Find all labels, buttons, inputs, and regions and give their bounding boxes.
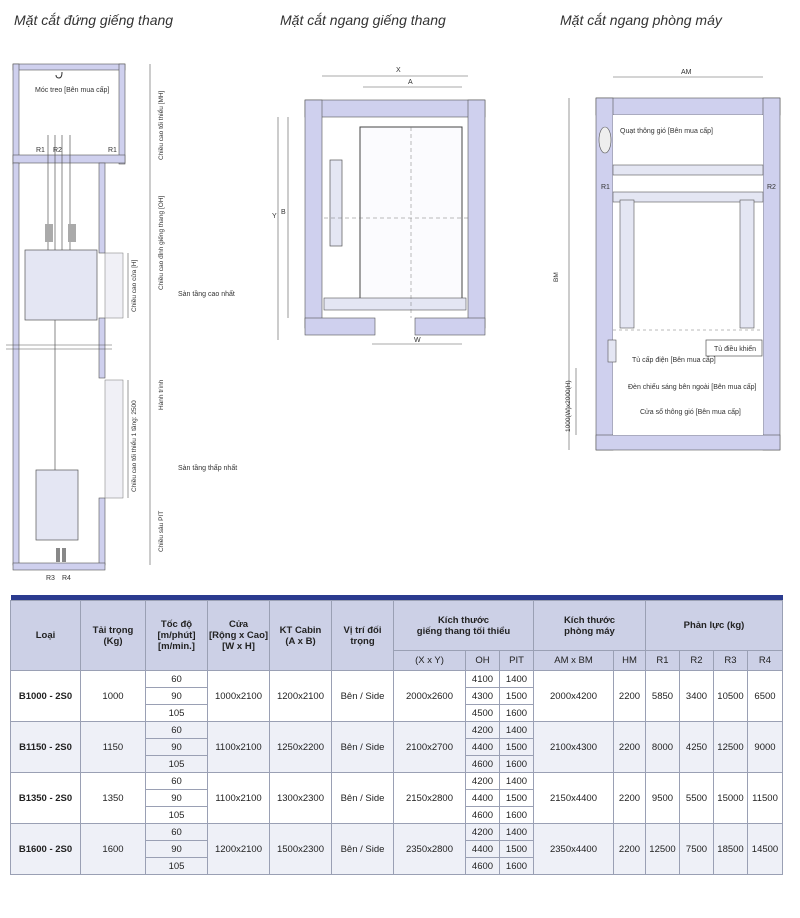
shaft-section-title: Mặt cắt ngang giếng thang — [280, 12, 446, 28]
machine-room-size-cell: 2000x4200 — [534, 671, 614, 722]
y-dim-label: Y — [272, 213, 277, 220]
speed-cell: 105 — [146, 756, 208, 773]
counterweight-cell: Bên / Side — [332, 773, 394, 824]
speed-cell: 60 — [146, 722, 208, 739]
speed-cell: 90 — [146, 739, 208, 756]
header-r4: R4 — [748, 651, 783, 671]
pit-cell: 1500 — [500, 739, 534, 756]
shaft-cabin — [360, 127, 462, 305]
r4-cell: 11500 — [748, 773, 783, 824]
r3-cell: 10500 — [714, 671, 748, 722]
load-cell: 1600 — [81, 824, 146, 875]
model-cell: B1350 - 2S0 — [11, 773, 81, 824]
pit-cell: 1400 — [500, 824, 534, 841]
door-cell: 1100x2100 — [208, 722, 270, 773]
header-reactions: Phản lực (kg) — [646, 601, 783, 651]
cabin — [25, 250, 97, 320]
vertical-section-title: Mặt cắt đứng giếng thang — [14, 12, 174, 28]
door-cell: 1100x2100 — [208, 773, 270, 824]
oh-cell: 4600 — [466, 807, 500, 824]
load-cell: 1150 — [81, 722, 146, 773]
pit-cell: 1600 — [500, 705, 534, 722]
speed-cell: 60 — [146, 824, 208, 841]
shaft-section-diagram — [270, 55, 510, 355]
pit-cell: 1400 — [500, 773, 534, 790]
top-floor-label: Sàn tầng cao nhất — [178, 291, 235, 298]
speed-cell: 90 — [146, 790, 208, 807]
am-dim-label: AM — [681, 69, 692, 76]
pit-label: Chiều sâu PIT — [158, 510, 165, 552]
r1-cell: 5850 — [646, 671, 680, 722]
table-row — [11, 671, 783, 688]
pit-cell: 1400 — [500, 722, 534, 739]
header-speed: Tốc độ [m/phút] [m/min.] — [146, 601, 208, 671]
shaft-size-cell: 2000x2600 — [394, 671, 466, 722]
hm-cell: 2200 — [614, 722, 646, 773]
machine-room-diagram — [545, 55, 790, 455]
r3-cell: 18500 — [714, 824, 748, 875]
header-r2: R2 — [680, 651, 714, 671]
table-body — [11, 671, 783, 875]
load-cell: 1350 — [81, 773, 146, 824]
r1-right-label: R1 — [108, 147, 117, 154]
elec-cabinet-label: Tủ cấp điện [Bên mua cấp] — [632, 357, 716, 364]
header-ambm: AM x BM — [534, 651, 614, 671]
cabin-cell: 1300x2300 — [270, 773, 332, 824]
pit-cell: 1600 — [500, 756, 534, 773]
header-door: Cửa [Rộng x Cao] [W x H] — [208, 601, 270, 671]
min-floor-height-label: Chiều cao tối thiểu 1 tầng: 2500 — [131, 400, 138, 492]
machine-room-title: Mặt cắt ngang phòng máy — [560, 12, 722, 28]
speed-cell: 105 — [146, 705, 208, 722]
bm-dim-label: BM — [553, 272, 560, 282]
speed-cell: 60 — [146, 671, 208, 688]
oh-cell: 4300 — [466, 688, 500, 705]
w-dim-label: W — [414, 337, 421, 344]
r2-cell: 3400 — [680, 671, 714, 722]
header-pit: PIT — [500, 651, 534, 671]
control-cabinet-label: Tủ điều khiển — [714, 346, 757, 353]
r2-machine-label: R2 — [767, 184, 776, 191]
table-row — [11, 773, 783, 790]
table-row — [11, 824, 783, 841]
header-type: Loại — [11, 601, 81, 671]
door-cell: 1200x2100 — [208, 824, 270, 875]
header-r3: R3 — [714, 651, 748, 671]
table-row — [11, 722, 783, 739]
door-cell: 1000x2100 — [208, 671, 270, 722]
r3-cell: 15000 — [714, 773, 748, 824]
header-oh: OH — [466, 651, 500, 671]
r2-cell: 4250 — [680, 722, 714, 773]
outdoor-light-label: Đèn chiếu sáng bên ngoài [Bên mua cấp] — [628, 384, 757, 391]
header-r1: R1 — [646, 651, 680, 671]
model-cell: B1000 - 2S0 — [11, 671, 81, 722]
oh-cell: 4400 — [466, 739, 500, 756]
pit-cell: 1600 — [500, 858, 534, 875]
cabin-cell: 1250x2200 — [270, 722, 332, 773]
vent-window-label: Cửa sổ thông gió [Bên mua cấp] — [640, 409, 741, 416]
shaft-size-cell: 2150x2800 — [394, 773, 466, 824]
r2-label: R2 — [53, 147, 62, 154]
r2-cell: 5500 — [680, 773, 714, 824]
pit-cell: 1500 — [500, 688, 534, 705]
counterweight-cell: Bên / Side — [332, 671, 394, 722]
shaft-size-cell: 2350x2800 — [394, 824, 466, 875]
oh-cell: 4500 — [466, 705, 500, 722]
oh-cell: 4200 — [466, 773, 500, 790]
oh-cell: 4200 — [466, 824, 500, 841]
speed-cell: 90 — [146, 688, 208, 705]
door-height-label: Chiều cao cửa [H] — [131, 259, 138, 312]
b-dim-label: B — [281, 209, 286, 216]
pit-cell: 1500 — [500, 790, 534, 807]
travel-label: Hành trình — [158, 379, 165, 410]
r1-cell: 8000 — [646, 722, 680, 773]
pit-cell: 1500 — [500, 841, 534, 858]
counterweight-cell: Bên / Side — [332, 722, 394, 773]
r3-cell: 12500 — [714, 722, 748, 773]
header-machine-room: Kích thước phòng máy — [534, 601, 646, 651]
r4-cell: 9000 — [748, 722, 783, 773]
r2-cell: 7500 — [680, 824, 714, 875]
model-cell: B1600 - 2S0 — [11, 824, 81, 875]
machine-room-size-cell: 2100x4300 — [534, 722, 614, 773]
r4-cell: 14500 — [748, 824, 783, 875]
speed-cell: 105 — [146, 807, 208, 824]
oh-cell: 4400 — [466, 841, 500, 858]
pit-cell: 1600 — [500, 807, 534, 824]
x-dim-label: X — [396, 67, 401, 74]
oh-cell: 4600 — [466, 858, 500, 875]
a-dim-label: A — [408, 79, 413, 86]
shaft-counterweight — [330, 160, 342, 246]
oh-label: Chiều cao đỉnh giếng thang [OH] — [158, 195, 165, 290]
header-hm: HM — [614, 651, 646, 671]
counterweight-cell: Bên / Side — [332, 824, 394, 875]
header-load: Tải trọng (Kg) — [81, 601, 146, 671]
hm-cell: 2200 — [614, 773, 646, 824]
machine-room-size-cell: 2150x4400 — [534, 773, 614, 824]
r1-cell: 12500 — [646, 824, 680, 875]
header-cabin: KT Cabin (A x B) — [270, 601, 332, 671]
cabin-cell: 1200x2100 — [270, 671, 332, 722]
speed-cell: 105 — [146, 858, 208, 875]
r1-cell: 9500 — [646, 773, 680, 824]
r4-label: R4 — [62, 575, 71, 582]
pit-cell: 1400 — [500, 671, 534, 688]
oh-cell: 4200 — [466, 722, 500, 739]
shaft-size-cell: 2100x2700 — [394, 722, 466, 773]
r1-left-label: R1 — [36, 147, 45, 154]
spec-table — [10, 595, 783, 875]
window-size-label: 1000(W)x2000(H) — [565, 380, 572, 432]
hook-label: Móc treo [Bên mua cấp] — [35, 87, 110, 94]
bottom-floor-label: Sàn tầng thấp nhất — [178, 465, 238, 472]
speed-cell: 60 — [146, 773, 208, 790]
hm-cell: 2200 — [614, 671, 646, 722]
oh-cell: 4600 — [466, 756, 500, 773]
r3-label: R3 — [46, 575, 55, 582]
r4-cell: 6500 — [748, 671, 783, 722]
load-cell: 1000 — [81, 671, 146, 722]
r1-machine-label: R1 — [601, 184, 610, 191]
machine-room-size-cell: 2350x4400 — [534, 824, 614, 875]
counterweight — [36, 470, 78, 540]
mr-height-label: Chiều cao tối thiểu [MH] — [158, 90, 165, 160]
header-shaft: Kích thước giếng thang tối thiểu — [394, 601, 534, 651]
fan-label: Quạt thông gió [Bên mua cấp] — [620, 128, 714, 135]
header-xy: (X x Y) — [394, 651, 466, 671]
cabin-cell: 1500x2300 — [270, 824, 332, 875]
speed-cell: 90 — [146, 841, 208, 858]
oh-cell: 4100 — [466, 671, 500, 688]
header-counterweight: Vị trí đối trọng — [332, 601, 394, 671]
model-cell: B1150 - 2S0 — [11, 722, 81, 773]
oh-cell: 4400 — [466, 790, 500, 807]
hm-cell: 2200 — [614, 824, 646, 875]
